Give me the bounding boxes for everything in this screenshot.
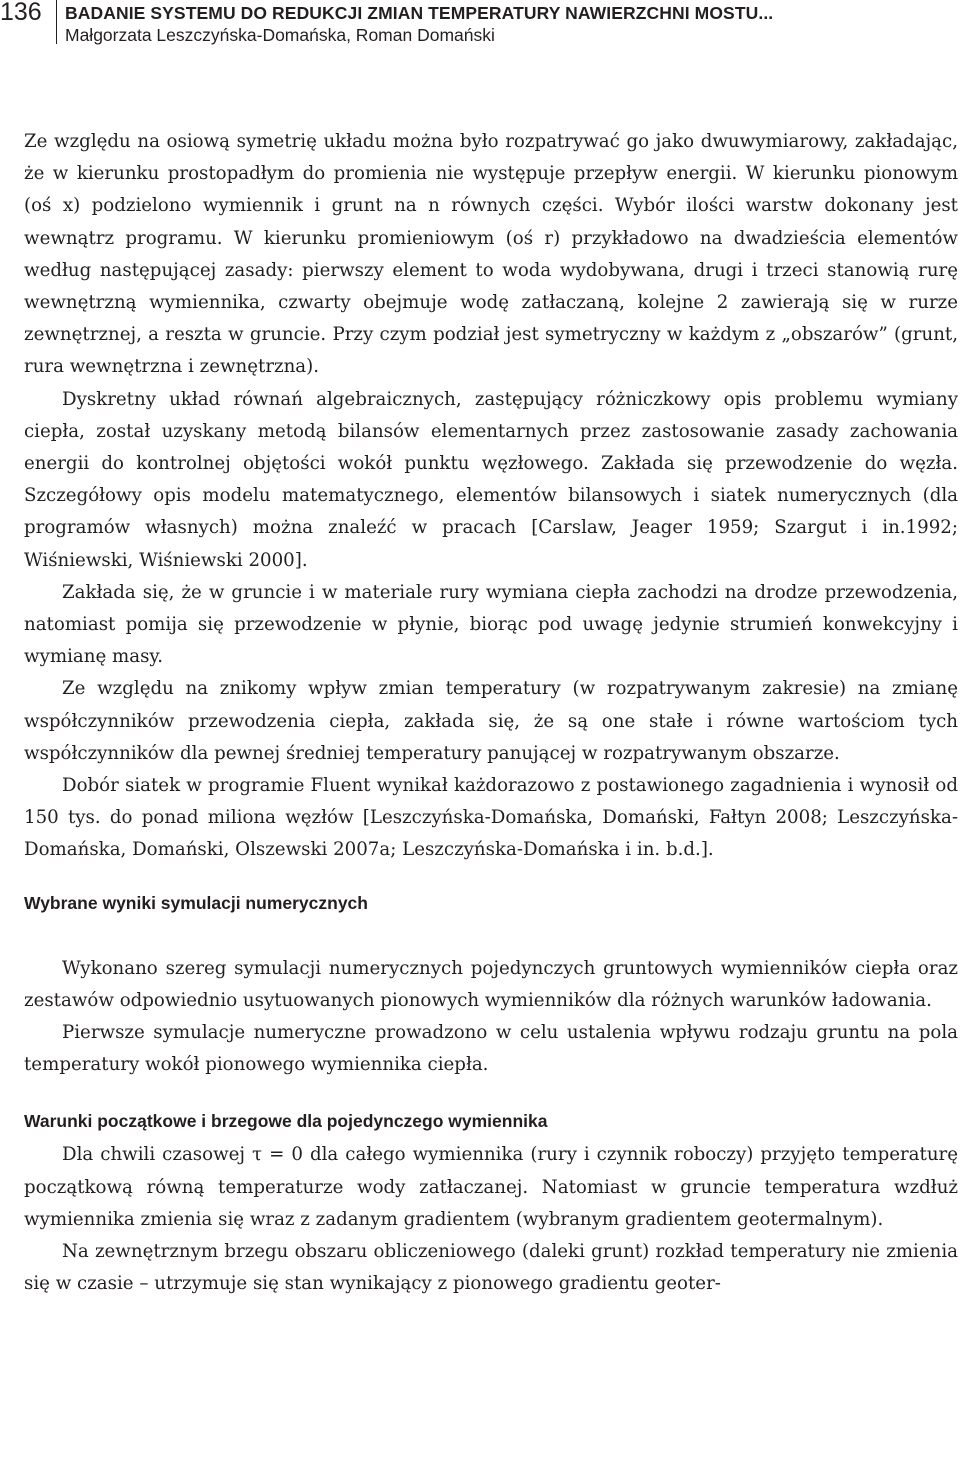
article-body: [24, 126, 958, 1301]
header-divider: [56, 0, 57, 44]
section-heading: Warunki początkowe i brzegowe dla pojedynczego wymiennika: [24, 1111, 548, 1132]
paragraph: Dla chwili czasowej τ = 0 dla całego wymiennika (rury i czynnik roboczy) przyjęto temperaturę początkową równą temperaturze wody zatłaczanej. Natomiast w gruncie temperatura wzdłuż wymiennika zmienia się wraz z zadanym gradientem (wybranym gradientem geotermalnym).: [24, 1144, 958, 1230]
page-header: [0, 0, 960, 48]
running-authors: Małgorzata Leszczyńska-Domańska, Roman Domański: [65, 25, 495, 45]
page-number: 136: [0, 0, 42, 26]
paragraph: Ze względu na osiową symetrię układu można było rozpatrywać go jako dwuwymiarowy, zakładając, że w kierunku prostopadłym do promienia nie występuje przepływ energii. W kierunku pionowym (oś x) podzielono wymiennik i grunt na n równych części. Wybór ilości warstw dokonany jest wewnątrz programu. W kierunku promieniowym (oś r) przykładowo na dwadzieścia elementów według następującej zasady: pierwszy element to woda wydobywana, drugi i trzeci stanowią rurę wewnętrzną wymiennika, czwarty obejmuje wodę zatłaczaną, kolejne 2 zawierają się w rurze zewnętrznej, a reszta w gruncie. Przy czym podział jest symetryczny w każdym z „obszarów” (grunt, rura wewnętrzna i zewnętrzna).: [24, 131, 958, 378]
paragraph: Ze względu na znikomy wpływ zmian temperatury (w rozpatrywanym zakresie) na zmianę współczynników przewodzenia ciepła, zakłada się, że są one stałe i równe wartościom tych współczynników dla pewnej średniej temperatury panującej w rozpatrywanym obszarze.: [24, 678, 958, 764]
running-title: BADANIE SYSTEMU DO REDUKCJI ZMIAN TEMPERATURY NAWIERZCHNI MOSTU...: [65, 3, 774, 23]
paragraph: Zakłada się, że w gruncie i w materiale rury wymiana ciepła zachodzi na drodze przewodzenia, natomiast pomija się przewodzenie w płynie, biorąc pod uwagę jedynie strumień konwekcyjny i wymianę masy.: [24, 581, 958, 668]
paragraph: Dobór siatek w programie Fluent wynikał każdorazowo z postawionego zagadnienia i wynosił od 150 tys. do ponad miliona węzłów [Leszczyńska-Domańska, Domański, Fałtyn 2008; Leszczyńska-Domańska, Domański, Olszewski 2007a; Leszczyńska-Domańska i in. b.d.].: [24, 775, 958, 861]
paragraph: Wykonano szereg symulacji numerycznych pojedynczych gruntowych wymienników ciepła oraz zestawów odpowiednio usytuowanych pionowych wymienników dla różnych warunków ładowania.: [24, 957, 958, 1011]
paragraph: Pierwsze symulacje numeryczne prowadzono w celu ustalenia wpływu rodzaju gruntu na pola temperatury wokół pionowego wymiennika ciepła.: [24, 1022, 958, 1076]
paragraph: Na zewnętrznym brzegu obszaru obliczeniowego (daleki grunt) rozkład temperatury nie zmienia się w czasie – utrzymuje się stan wynikający z pionowego gradientu geoter-: [24, 1241, 958, 1295]
section-heading: Wybrane wyniki symulacji numerycznych: [24, 892, 368, 913]
paragraph: Dyskretny układ równań algebraicznych, zastępujący różniczkowy opis problemu wymiany ciepła, został uzyskany metodą bilansów elementarnych przez zastosowanie zasady zachowania energii do kontrolnej objętości wokół punktu węzłowego. Zakłada się przewodzenie do węzła. Szczegółowy opis modelu matematycznego, elementów bilansowych i siatek numerycznych (dla programów własnych) można znaleźć w pracach [Carslaw, Jeager 1959; Szargut i in.1992; Wiśniewski, Wiśniewski 2000].: [24, 388, 958, 571]
